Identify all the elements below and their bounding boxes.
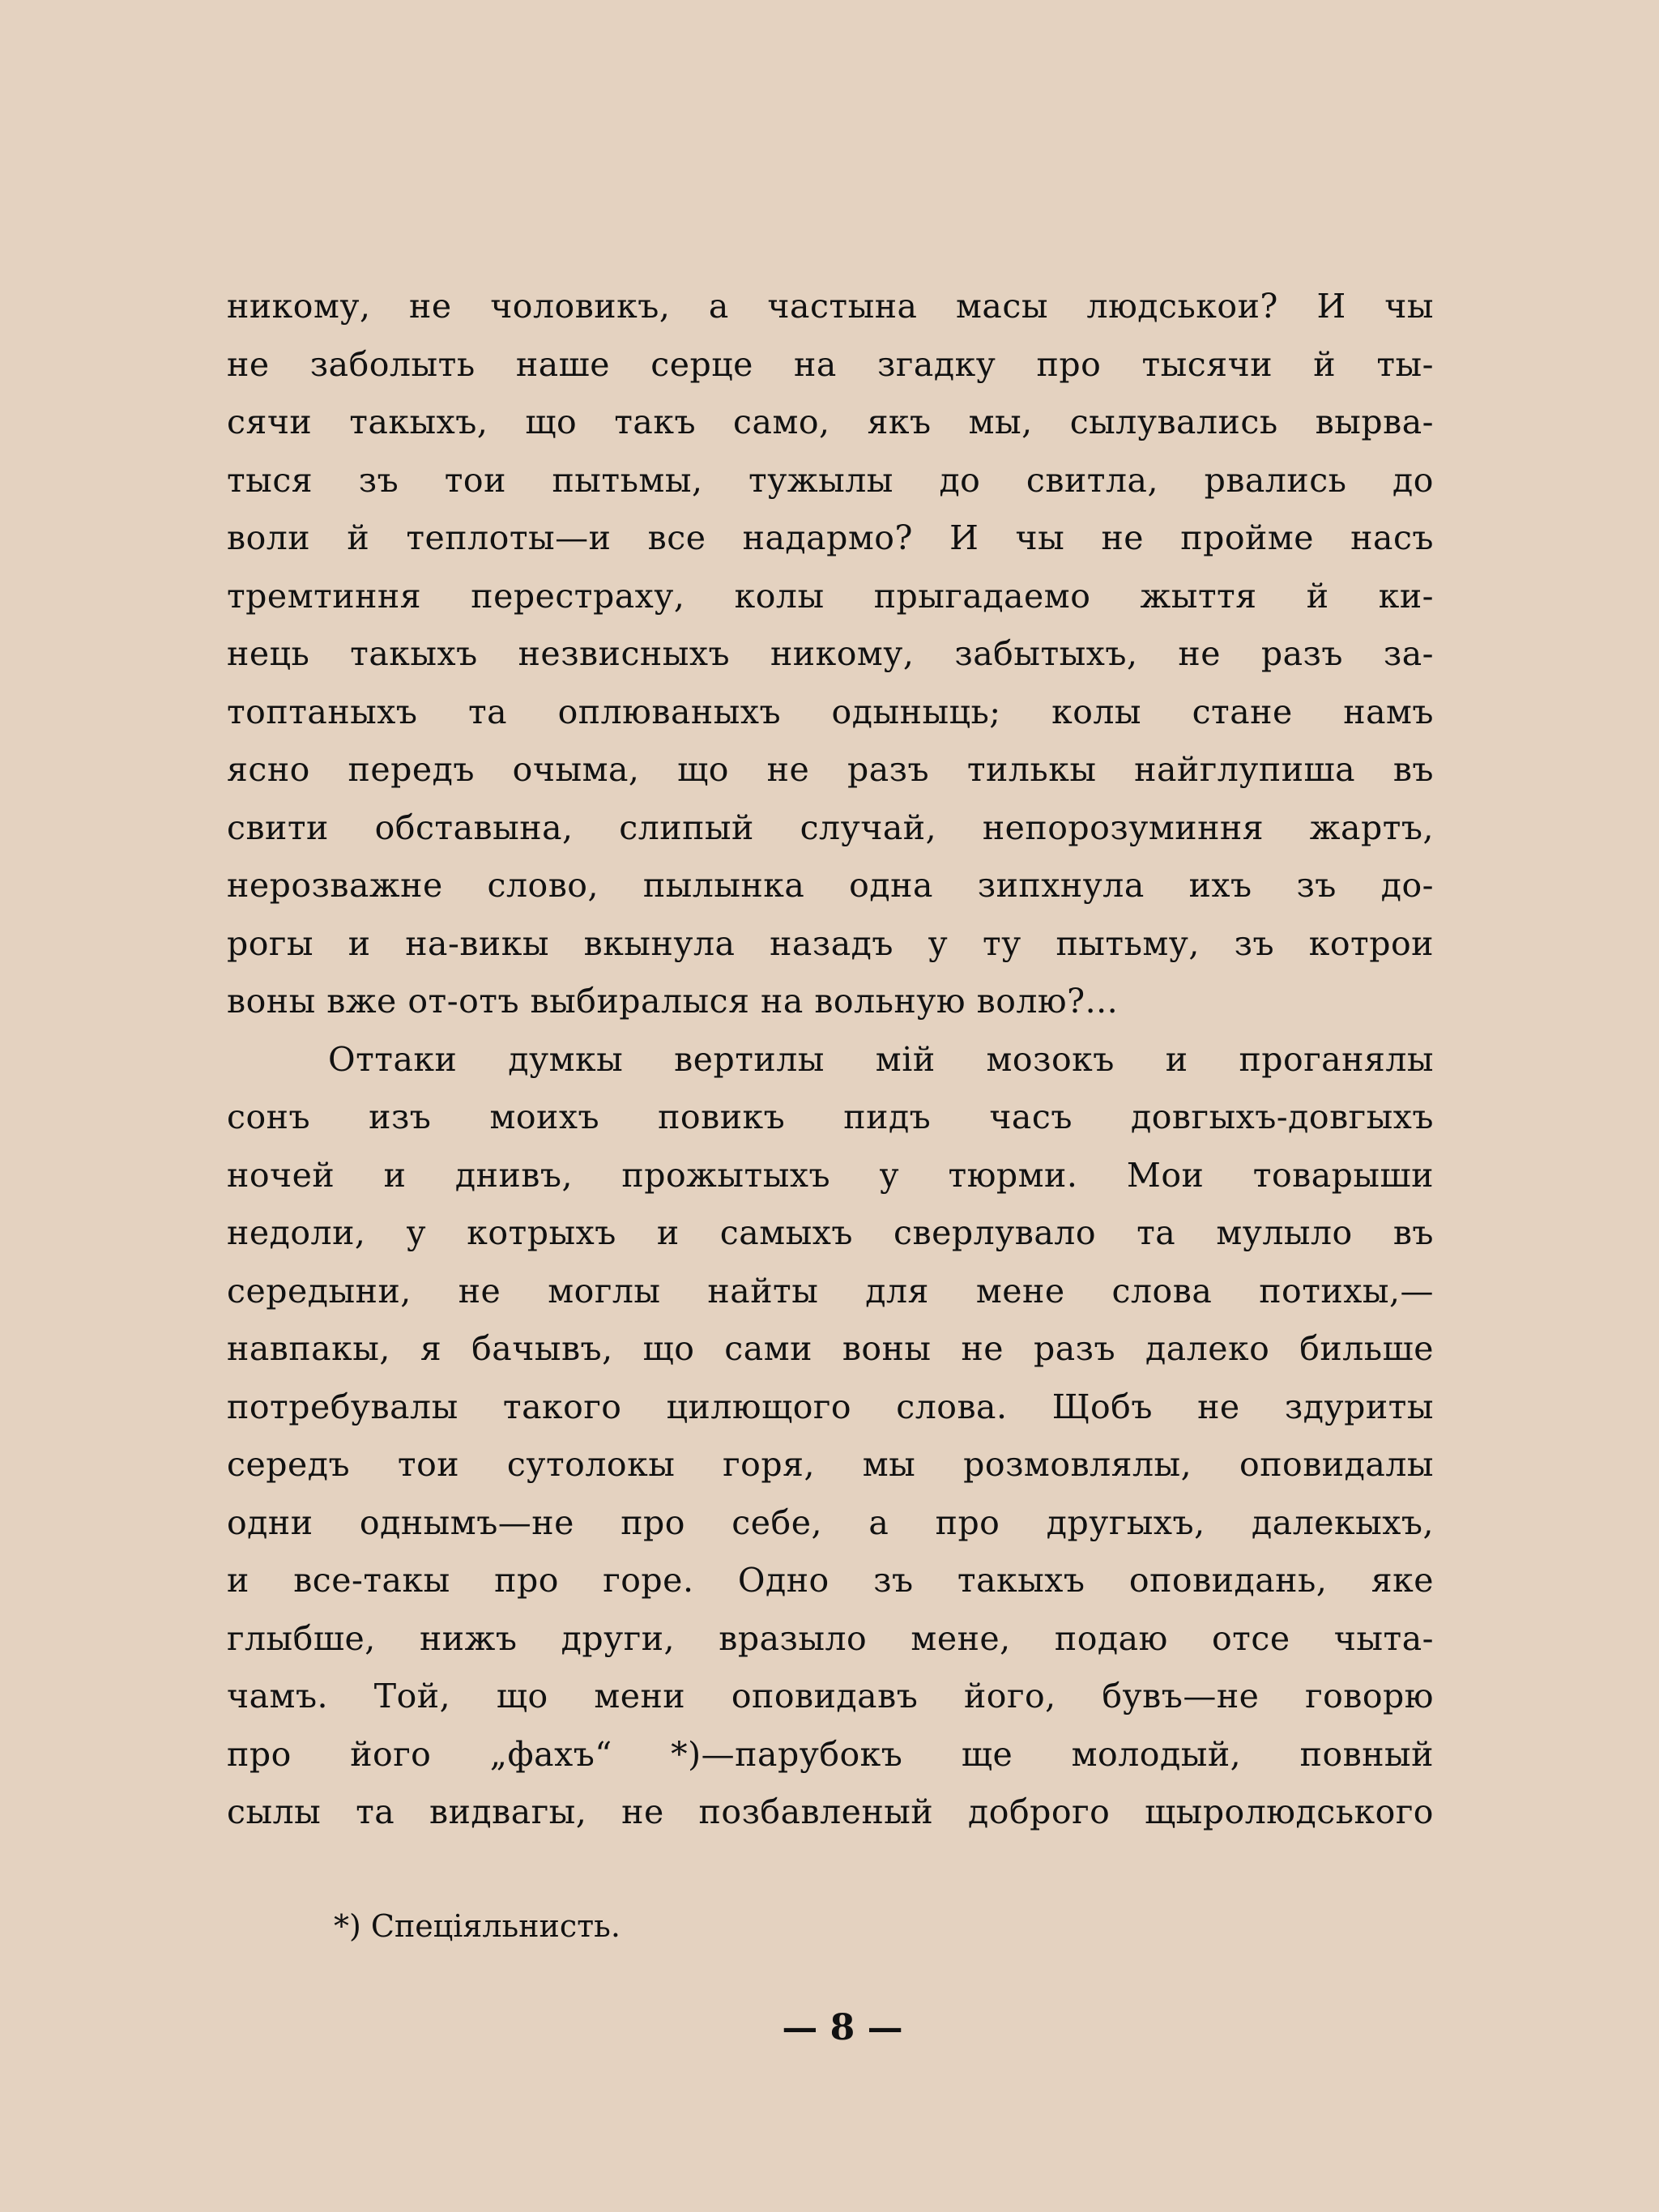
footnote: *) Спеціяльнисть. [334,1908,621,1944]
text-line: ночей и днивъ, прожытыхъ у тюрми. Мои товарыши [227,1155,1434,1195]
text-line: сылы та видвагы, не позбавленый доброго щыролюдського [227,1792,1434,1831]
text-line: середыни, не моглы найты для мене слова потихы,— [227,1271,1434,1311]
text-line: потребувалы такого цилющого слова. Щобъ не здуриты [227,1387,1434,1426]
text-line: воны вже от-отъ выбиралыся на вольную волю?... [227,982,1119,1021]
page-number: — 8 — [782,2007,903,2048]
paragraph-1 [227,278,1434,1031]
text-line: никому, не чоловикъ, а частына масы людськои? И чы [227,287,1434,326]
text-line: сячи такыхъ, що такъ само, якъ мы, сылувались вырва- [227,403,1434,441]
text-line: свити обставына, слипый случай, непорозуминня жартъ, [227,808,1434,847]
text-line: глыбше, нижъ други, вразыло мене, подаю отсе чыта- [227,1618,1434,1658]
main-text [227,278,1434,1842]
text-line: чамъ. Той, що мени оповидавъ його, бувъ—не говорю [227,1677,1434,1715]
text-line: нець такыхъ незвисныхъ никому, забытыхъ, не разъ за- [227,634,1434,673]
paragraph-2 [227,1031,1434,1842]
text-line: Оттаки думкы вертилы мій мозокъ и проганялы [328,1039,1434,1079]
text-line: нерозважне слово, пылынка одна зипхнула ихъ зъ до- [227,866,1434,905]
text-line: одни однымъ—не про себе, а про другыхъ, далекыхъ, [227,1502,1434,1542]
text-line: и все-такы про горе. Одно зъ такыхъ оповидань, яке [227,1561,1434,1600]
text-line: ясно передъ очыма, що не разъ тилькы найглупиша въ [227,750,1434,789]
text-line: тремтиння перестраху, колы прыгадаемо жыття й ки- [227,576,1434,616]
text-line: про його „фахъ“ *)—парубокъ ще молодый, повный [227,1734,1434,1774]
text-line: топтаныхъ та оплюваныхъ одыныць; колы стане намъ [227,692,1434,731]
text-line: середъ тои сутолокы горя, мы розмовлялы, оповидалы [227,1445,1434,1484]
text-line: не заболыть наше серце на згадку про тысячи й ты- [227,344,1434,384]
text-line: сонъ изъ моихъ повикъ пидъ часъ довгыхъ-довгыхъ [227,1097,1434,1136]
text-line: навпакы, я бачывъ, що сами воны не разъ далеко бильше [227,1329,1434,1368]
text-line: воли й теплоты—и все надармо? И чы не пройме насъ [227,518,1434,557]
text-line: тыся зъ тои пытьмы, тужылы до свитла, рвались до [227,460,1434,500]
text-line: рогы и на-викы вкынула назадъ у ту пытьму, зъ котрои [227,923,1434,963]
text-line: недоли, у котрыхъ и самыхъ сверлувало та мулыло въ [227,1213,1434,1252]
